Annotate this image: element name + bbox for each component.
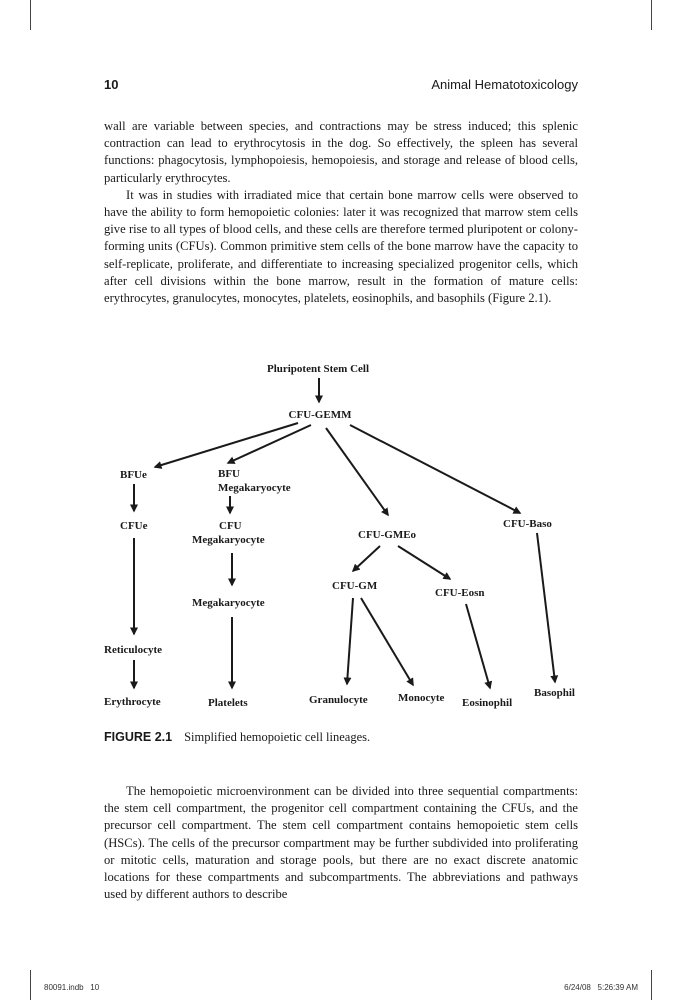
node-cfu-gm: CFU-GM xyxy=(332,580,378,592)
node-cfu-megakaryocyte-line2: Megakaryocyte xyxy=(192,534,265,546)
node-bfu-megakaryocyte-line2: Megakaryocyte xyxy=(218,482,291,494)
arrow-gmeo-to-eosn xyxy=(398,546,450,579)
node-eosinophil: Eosinophil xyxy=(462,697,513,709)
crop-mark-top-left xyxy=(30,0,31,30)
crop-mark-top-right xyxy=(651,0,652,30)
node-pluripotent-stem-cell: Pluripotent Stem Cell xyxy=(266,363,370,375)
arrow-baso-to-basophil xyxy=(537,533,555,682)
node-cfu-megakaryocyte-line1: CFU xyxy=(219,520,242,532)
node-cfu-gmeo: CFU-GMEo xyxy=(358,529,417,541)
hemopoietic-lineage-diagram xyxy=(0,350,682,720)
crop-mark-bottom-left xyxy=(30,970,31,1000)
node-platelets: Platelets xyxy=(208,697,248,709)
node-cfu-gemm: CFU-GEMM xyxy=(288,409,352,421)
node-bfu-megakaryocyte-line1: BFU xyxy=(218,468,240,480)
page-number: 10 xyxy=(104,77,119,92)
crop-mark-bottom-right xyxy=(651,970,652,1000)
node-cfu-baso: CFU-Baso xyxy=(503,518,552,530)
arrow-gmeo-to-gm xyxy=(353,546,380,571)
figure-caption xyxy=(104,730,370,745)
arrow-eosn-to-eosinophil xyxy=(466,604,490,688)
arrow-gemm-to-bfue xyxy=(155,423,298,467)
paragraph-stem-cells: It was in studies with irradiated mice that certain bone marrow cells were observed to have the ability to form hemopoietic colonies: later it was recognized that marrow stem cells give rise to all types of blood cells, and these cells are therefore termed pluripotent or colony-forming units (CFUs). Common primitive stem cells of the bone marrow have the capacity to self-replicate, proliferate, and differentiate to increasing specialized progenitor cells, which after cell divisions within the bone marrow, result in the formation of mature cells: erythrocytes, granulocytes, monocytes, platelets, eosinophils, and basophils (Figure 2.1). xyxy=(104,187,578,306)
body-text-top xyxy=(104,118,578,307)
figure-caption-label: FIGURE 2.1 xyxy=(104,730,173,744)
figure-caption-text: Simplified hemopoietic cell lineages. xyxy=(184,730,371,744)
paragraph-microenvironment: The hemopoietic microenvironment can be divided into three sequential compartments: the stem cell compartment, the progenitor cell compartment containing the CFUs, and the precursor cell compartment. The stem cell compartment contains hemopoietic stem cells (HSCs). The cells of the precursor compartment may be further subdivided into proliferating or mitotic cells, maturation and storage pools, but there are no exact discrete anatomic locations for these compartments and subcompartments. The abbreviations and pathways used by different authors to describe xyxy=(104,784,578,902)
node-basophil: Basophil xyxy=(534,687,575,699)
paragraph-spleen: wall are variable between species, and contractions may be stress induced; this splenic contraction can lead to erythrocytosis in the dog. So effectively, the spleen has several functions: phagocytosis, lymphopoiesis, hemopoiesis, and storage and release of blood cells, particularly erythrocytes. xyxy=(104,119,578,185)
node-granulocyte: Granulocyte xyxy=(309,694,368,706)
node-monocyte: Monocyte xyxy=(398,692,445,704)
node-reticulocyte: Reticulocyte xyxy=(104,644,163,656)
arrow-gm-to-monocyte xyxy=(361,598,413,685)
running-title: Animal Hematotoxicology xyxy=(431,77,578,92)
node-bfue: BFUe xyxy=(120,469,147,481)
arrow-gemm-to-baso xyxy=(350,425,520,513)
node-cfu-eosn: CFU-Eosn xyxy=(435,587,485,599)
arrow-gemm-to-bfu-mega xyxy=(228,425,311,463)
arrow-gm-to-granulocyte xyxy=(347,598,353,684)
footer-file-slug: 80091.indb 10 xyxy=(44,983,100,992)
node-megakaryocyte: Megakaryocyte xyxy=(192,597,265,609)
node-cfue: CFUe xyxy=(120,520,148,532)
footer-timestamp: 6/24/08 5:26:39 AM xyxy=(564,983,638,992)
node-erythrocyte: Erythrocyte xyxy=(104,696,161,708)
body-text-bottom xyxy=(104,783,578,903)
arrow-gemm-to-gmeo xyxy=(326,428,388,515)
